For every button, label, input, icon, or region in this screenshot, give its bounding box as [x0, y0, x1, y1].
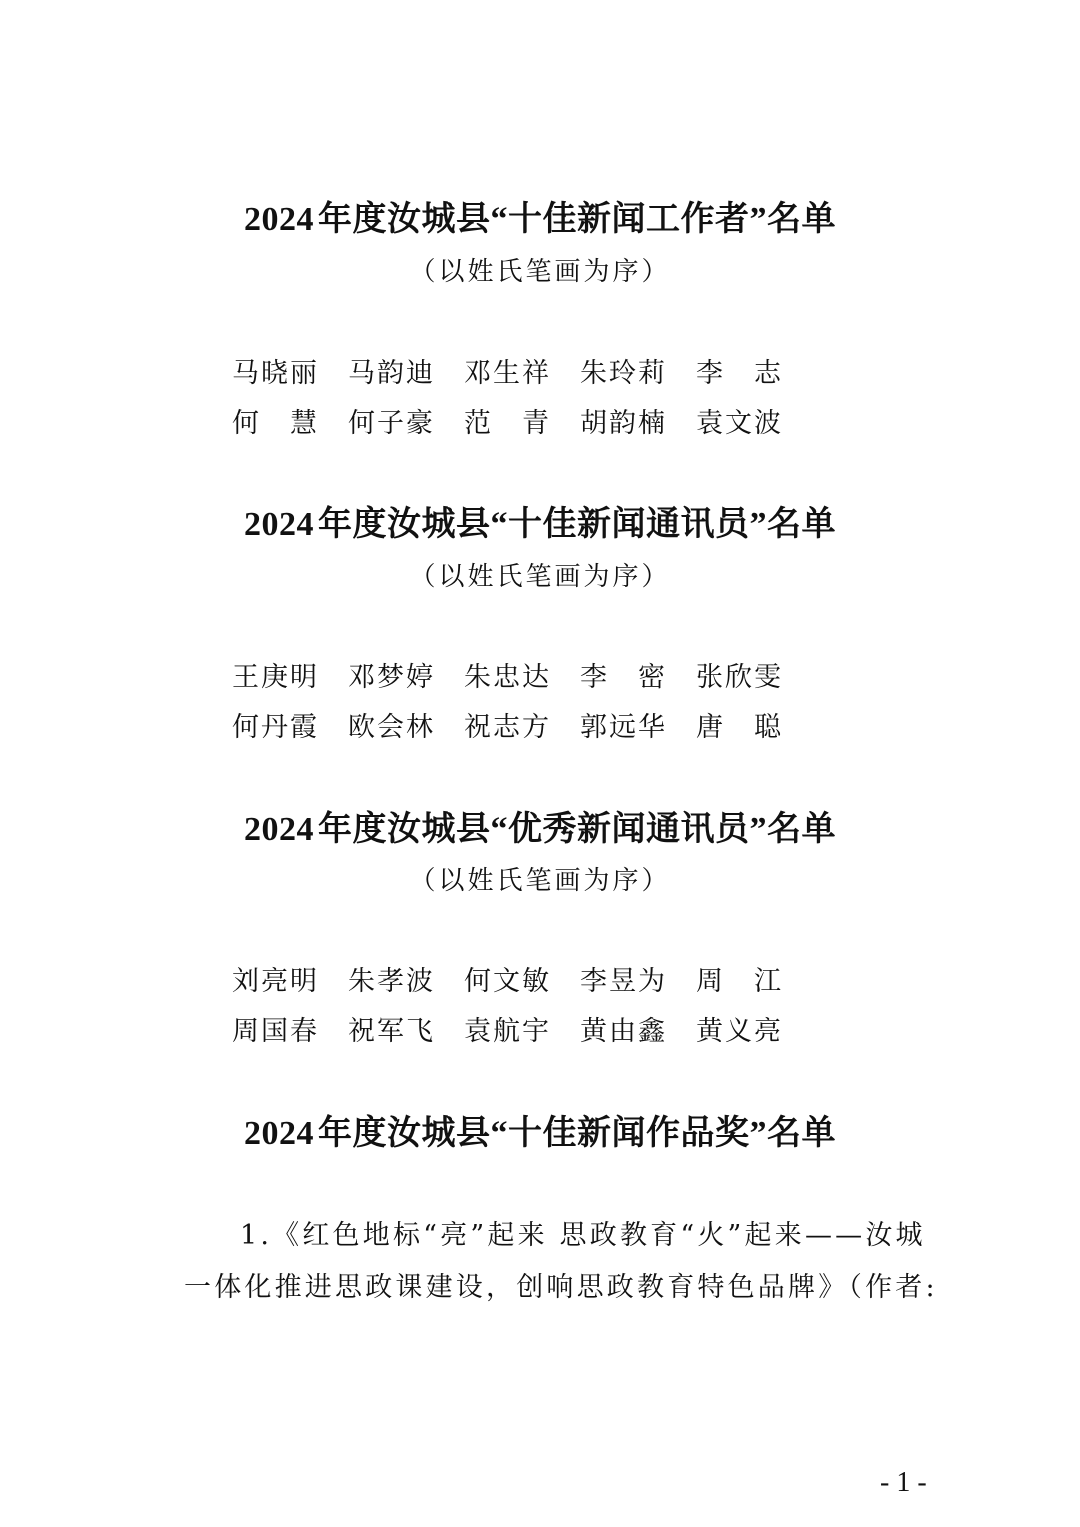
- section-title-year: 2024: [244, 1115, 314, 1152]
- name-char: 聪: [754, 712, 781, 743]
- section-title-text: 年度汝城县“十佳新闻通讯员”名单: [318, 506, 836, 543]
- name-item: 张欣雯: [696, 662, 783, 693]
- name-item: 何子豪: [348, 408, 435, 439]
- name-item: 李昱为: [580, 966, 667, 997]
- section-subtitle: （以姓氏笔画为序）: [409, 866, 671, 896]
- section-title: [0, 200, 1080, 240]
- section-subtitle: （以姓氏笔画为序）: [409, 257, 671, 287]
- name-char: 密: [638, 662, 665, 693]
- name-char: 周: [696, 966, 723, 997]
- name-char: 江: [754, 966, 781, 997]
- section-title: [0, 810, 1080, 850]
- page-number: - 1 -: [880, 1467, 927, 1498]
- name-item: 周国春: [232, 1016, 319, 1047]
- name-item: 何丹霞: [232, 712, 319, 743]
- name-char: 唐: [696, 712, 723, 743]
- section-title-year: 2024: [244, 811, 314, 848]
- name-char: 李: [580, 662, 607, 693]
- name-item: 胡韵楠: [580, 408, 667, 439]
- name-char: 志: [754, 358, 781, 389]
- name-char: 李: [696, 358, 723, 389]
- name-item: 朱玲莉: [580, 358, 667, 389]
- section-title-text: 年度汝城县“十佳新闻作品奖”名单: [318, 1115, 836, 1152]
- name-item: 黄由鑫: [580, 1016, 667, 1047]
- section-subtitle: （以姓氏笔画为序）: [409, 562, 671, 592]
- name-item: 马晓丽: [232, 358, 319, 389]
- name-item: 袁文波: [696, 408, 783, 439]
- section-title-text: 年度汝城县“优秀新闻通讯员”名单: [318, 811, 836, 848]
- section-title-text: 年度汝城县“十佳新闻工作者”名单: [318, 201, 836, 238]
- section-title: [0, 1114, 1080, 1154]
- name-char: 范: [464, 408, 491, 439]
- name-item: 王庚明: [232, 662, 319, 693]
- section-title: [0, 505, 1080, 545]
- work-item-line: 一体化推进思政课建设，创响思政教育特色品牌》（作者:: [184, 1272, 938, 1303]
- name-item: 马韵迪: [348, 358, 435, 389]
- name-char: 青: [522, 408, 549, 439]
- name-item: 郭远华: [580, 712, 667, 743]
- name-item: 何文敏: [464, 966, 551, 997]
- name-item: 朱孝波: [348, 966, 435, 997]
- work-item-line: 1.《红色地标“亮”起来 思政教育“火”起来——汝城: [240, 1220, 926, 1251]
- name-item: 袁航宇: [464, 1016, 551, 1047]
- name-char: 慧: [290, 408, 317, 439]
- name-item: 祝志方: [464, 712, 551, 743]
- name-item: 朱忠达: [464, 662, 551, 693]
- name-item: 祝军飞: [348, 1016, 435, 1047]
- name-item: 欧会林: [348, 712, 435, 743]
- name-item: 刘亮明: [232, 966, 319, 997]
- name-item: 邓生祥: [464, 358, 551, 389]
- name-char: 何: [232, 408, 259, 439]
- section-title-year: 2024: [244, 201, 314, 238]
- name-item: 黄义亮: [696, 1016, 783, 1047]
- name-item: 邓梦婷: [348, 662, 435, 693]
- section-title-year: 2024: [244, 506, 314, 543]
